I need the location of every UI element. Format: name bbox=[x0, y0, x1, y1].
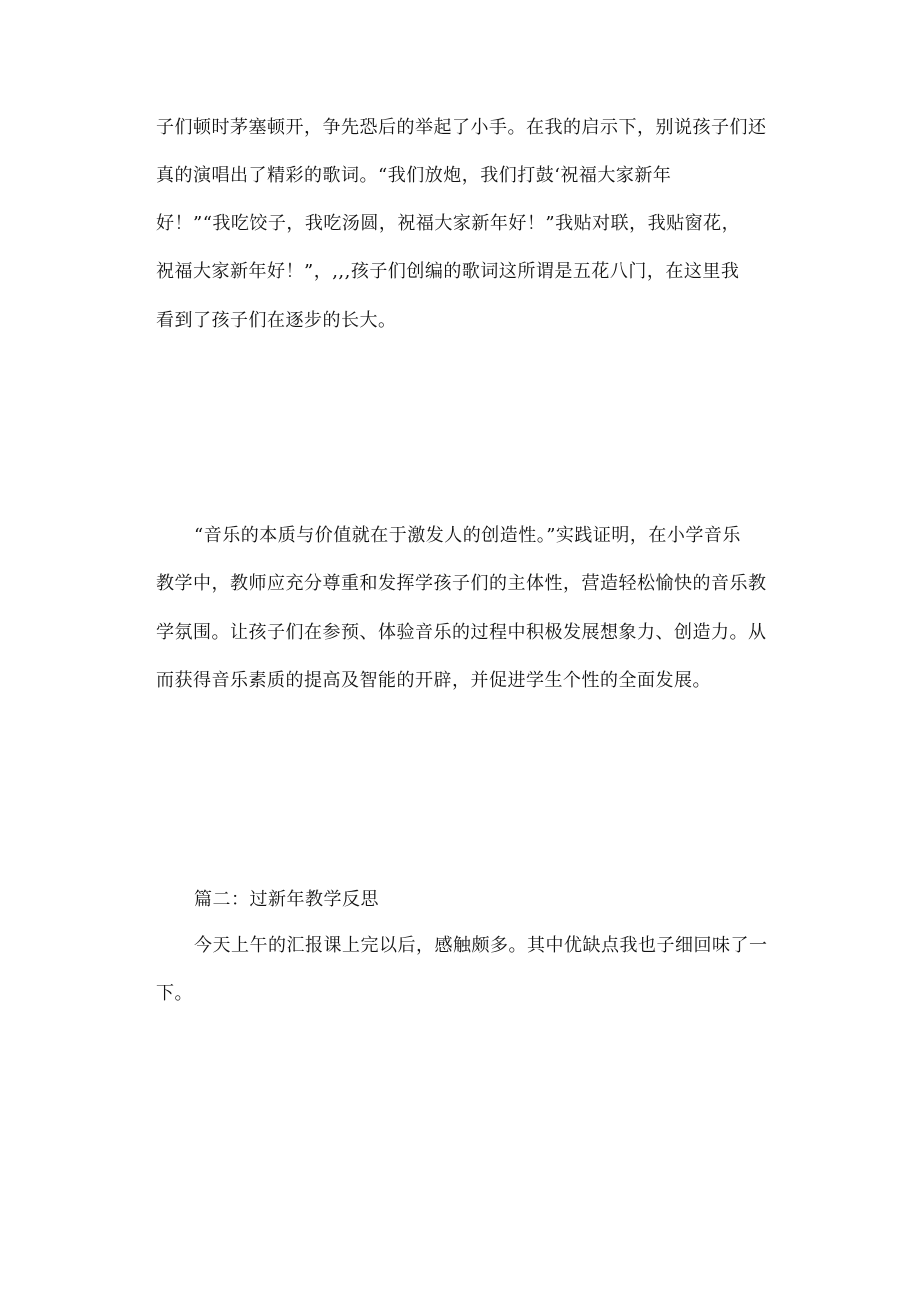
paragraph-1-line-5: 看到了孩子们在逐步的长大。 bbox=[156, 310, 397, 331]
paragraph-2-line-3: 学氛围。让孩子们在参预、体验音乐的过程中积极发展想象力、创造力。从 bbox=[156, 622, 767, 643]
paragraph-1-line-2: 真的演唱出了精彩的歌词。“我们放炮，我们打鼓‘祝福大家新年 bbox=[156, 165, 672, 186]
paragraph-1-line-3: 好！”“我吃饺子，我吃汤圆，祝福大家新年好！”我贴对联，我贴窗花， bbox=[156, 213, 741, 234]
paragraph-2-line-4: 而获得音乐素质的提高及智能的开辟，并促进学生个性的全面发展。 bbox=[156, 670, 711, 691]
section-2-line-1: 今天上午的汇报课上完以后，感触颇多。其中优缺点我也子细回味了一 bbox=[194, 935, 768, 956]
paragraph-2-line-2: 教学中，教师应充分尊重和发挥学孩子们的主体性，营造轻松愉快的音乐教 bbox=[156, 573, 767, 594]
paragraph-1-line-4: 祝福大家新年好！”，,,,孩子们创编的歌词这所谓是五花八门，在这里我 bbox=[156, 261, 740, 282]
paragraph-1-line-1: 子们顿时茅塞顿开，争先恐后的举起了小手。在我的启示下，别说孩子们还 bbox=[156, 117, 767, 138]
section-2-line-2: 下。 bbox=[156, 983, 193, 1004]
section-2-heading: 篇二：过新年教学反思 bbox=[194, 889, 379, 910]
paragraph-2-line-1: “音乐的本质与价值就在于激发人的创造性。”实践证明，在小学音乐 bbox=[194, 525, 741, 546]
